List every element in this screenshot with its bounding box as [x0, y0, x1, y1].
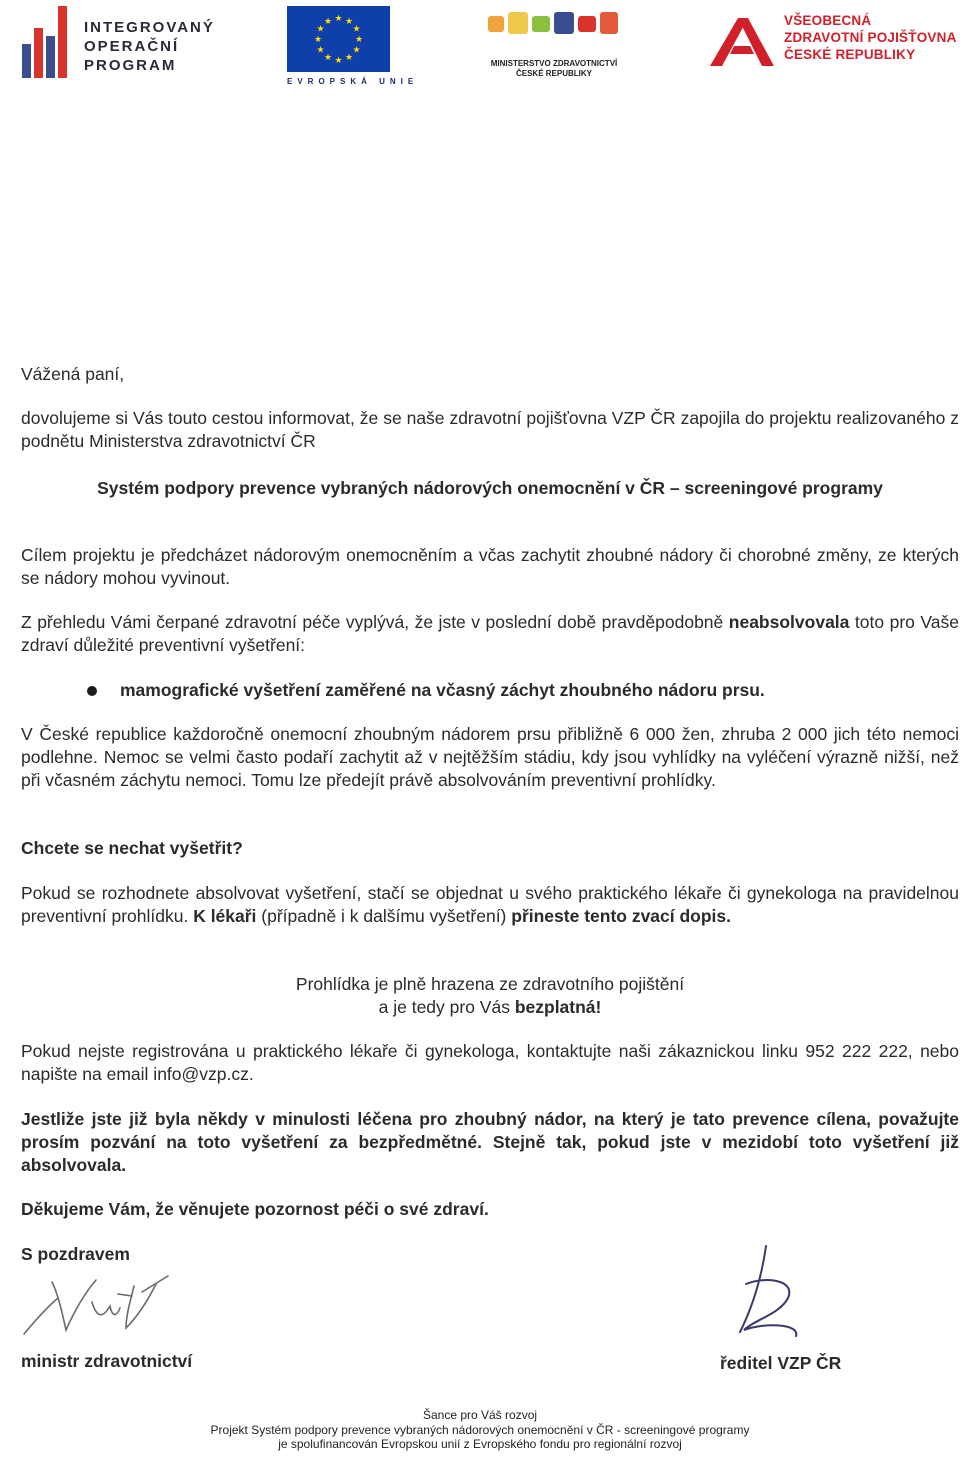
svg-text:★: ★: [323, 53, 333, 63]
minister-signature: [22, 1272, 172, 1340]
stats-text-1: V České republice každoročně onemocní zhoubným nádorem prsu přibližně 6 000 žen, zhruba 2 000 jich této nemoci podlehne.: [21, 724, 959, 767]
free-text: a je tedy pro Vás: [378, 997, 515, 1017]
overview-paragraph: [21, 611, 959, 657]
decide-text-2: (případně i k dalšímu vyšetření): [256, 906, 512, 926]
overview-emphasis: neabsolvovala: [728, 612, 850, 632]
goal-paragraph: Cílem projektu je předcházet nádorovým onemocněním a včas zachytit zhoubné nádory či chorobné změny, ze kterých se nádory mohou vyvinout.: [21, 545, 959, 588]
footer-line-1: Šance pro Váš rozvoj: [422, 1408, 538, 1422]
svg-text:★: ★: [354, 35, 364, 45]
intro-paragraph: dovolujeme si Vás touto cestou informovat, že se naše zdravotní pojišťovna VZP ČR zapojila do projektu realizovaného z podnětu Ministerstva zdravotnictví ČR: [21, 408, 959, 451]
svg-text:★: ★: [323, 17, 333, 27]
svg-text:★: ★: [352, 45, 361, 56]
question-heading: Chcete se nechat vyšetřit?: [21, 838, 243, 858]
salutation: Vážená paní,: [21, 364, 125, 384]
svg-text:★: ★: [334, 14, 343, 24]
vzp-logo: [708, 10, 958, 72]
vzp-line-1: VŠEOBECNÁ: [784, 13, 872, 28]
eu-flag-icon: [287, 6, 390, 72]
bullet-dot: [87, 686, 97, 696]
bullet-item: mamografické vyšetření zaměřené na včasný záchyt zhoubného nádoru prsu.: [120, 680, 765, 700]
eu-label: EVROPSKÁ UNIE: [287, 77, 419, 86]
decide-emphasis-2: přineste tento zvací dopis.: [511, 906, 732, 926]
footer-line-3: je spolufinancován Evropskou unií z Evropského fondu pro regionální rozvoj: [278, 1437, 682, 1451]
stats-text-2: Nemoc se velmi často podaří zachytit až v nejtěžším stádiu, kdy jsou vyhlídky na vyléčení výrazně nižší, než při včasném záchytu nemoci. Tomu lze předejít právě absolvováním preventivní prohlídky.: [21, 747, 959, 790]
iop-line-3: PROGRAM: [84, 57, 177, 74]
signer-left: ministr zdravotnictví: [21, 1351, 193, 1371]
thanks-line: Děkujeme Vám, že věnujete pozornost péči o své zdraví.: [21, 1199, 489, 1219]
decide-paragraph: [21, 882, 959, 928]
vzp-line-3: ČESKÉ REPUBLIKY: [784, 47, 916, 62]
svg-text:★: ★: [344, 17, 354, 27]
free-emphasis: bezplatná!: [514, 997, 602, 1017]
iop-bars-icon: [22, 6, 78, 78]
svg-text:★: ★: [316, 24, 325, 35]
eu-logo: [287, 6, 419, 88]
vzp-mark-icon: [708, 14, 776, 68]
mz-line-2: ČESKÉ REPUBLIKY: [515, 69, 592, 78]
decide-text-1: Pokud se rozhodnete absolvovat vyšetření, stačí se objednat u svého praktického lékaře či gynekologa na pravidelnou preventivní prohlídku.: [21, 883, 959, 926]
vzp-line-2: ZDRAVOTNÍ POJIŠŤOVNA: [784, 30, 957, 45]
iop-line-2: OPERAČNÍ: [84, 38, 180, 55]
mz-mark-icon: [484, 10, 624, 40]
warning-paragraph: Jestliže jste již byla někdy v minulosti léčena pro zhoubný nádor, na který je tato prevence cílena, považujte prosím pozvání na toto vyšetření za bezpředmětné. Stejně tak, pokud jste v mezidobí toto vyšetření již absolvovala.: [21, 1109, 959, 1175]
overview-text-1: Z přehledu Vámi čerpané zdravotní péče vyplývá, že jste v poslední době pravděpodobně: [21, 612, 729, 632]
svg-text:★: ★: [313, 35, 323, 45]
regards-line: S pozdravem: [21, 1244, 130, 1264]
svg-text:★: ★: [352, 24, 361, 35]
program-title: Systém podpory prevence vybraných nádorových onemocnění v ČR – screeningové programy: [97, 478, 883, 498]
iop-logo: [22, 6, 215, 78]
decide-emphasis-1: K lékaři: [193, 906, 257, 926]
contact-paragraph: Pokud nejste registrována u praktického lékaře či gynekologa, kontaktujte naši zákaznickou linku 952 222 222, nebo napište na email info@vzp.cz.: [21, 1041, 959, 1084]
svg-text:★: ★: [316, 45, 325, 56]
footer: [0, 1408, 960, 1452]
free-line-1: Prohlídka je plně hrazena ze zdravotního pojištění: [295, 974, 685, 994]
svg-text:★: ★: [334, 56, 343, 66]
iop-line-1: INTEGROVANÝ: [84, 19, 215, 36]
svg-text:★: ★: [344, 53, 354, 63]
signer-right: ředitel VZP ČR: [720, 1353, 842, 1373]
footer-line-2: Projekt Systém podpory prevence vybraných nádorových onemocnění v ČR - screeningové programy: [210, 1422, 750, 1437]
director-signature: [726, 1244, 826, 1340]
mz-line-1: MINISTERSTVO ZDRAVOTNICTVÍ: [490, 59, 618, 68]
overview-text-2: toto pro Vaše zdraví důležité preventivní vyšetření:: [21, 612, 959, 655]
stats-paragraph: [21, 723, 959, 792]
free-line-2: [21, 996, 959, 1019]
mz-logo: [484, 10, 624, 76]
